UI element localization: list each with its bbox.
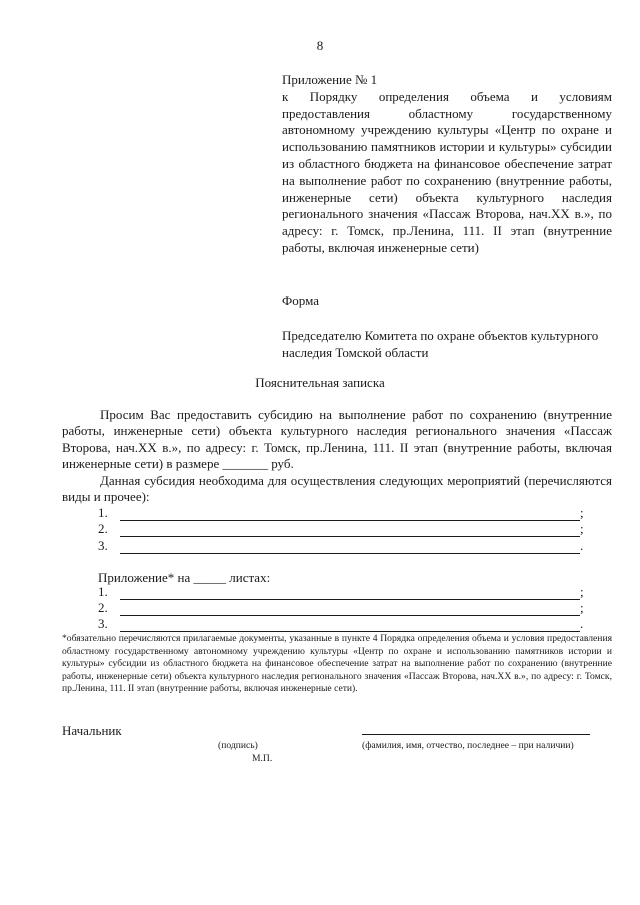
attachment-line-1[interactable]: 1. ;: [98, 584, 584, 599]
attachment-line-3[interactable]: 3. .: [98, 616, 584, 631]
fill-line: [120, 604, 580, 616]
form-label: Форма: [282, 293, 319, 308]
purpose-paragraph: [62, 473, 612, 506]
chief-label: Начальник: [62, 723, 122, 738]
measure-line-3[interactable]: 3. .: [98, 538, 584, 553]
purpose-text: Данная субсидия необходима для осуществления следующих мероприятий (перечисляются виды и прочее):: [62, 473, 612, 505]
fill-line: [120, 620, 580, 632]
attachment-number: 1.: [98, 584, 108, 599]
signature-caption: (подпись): [218, 740, 258, 751]
request-paragraph: [62, 407, 612, 473]
fio-line[interactable]: [362, 734, 590, 735]
annex-text: к Порядку определения объема и условиям предоставления областному государственному автономному учреждению культуры «Центр по охране и использованию памятников истории и культуры» субсидии из областного бюджета на финансовое обеспечение затрат на выполнение работ по сохранению (внутренние работы, инженерные сети) объекта культурного наследия регионального значения «Пассаж Второва, нач.XX в.», по адресу: г. Томск, пр.Ленина, 111. II этап (внутренние работы, включая инженерные сети): [282, 88, 612, 255]
stamp-place: М.П.: [252, 753, 273, 764]
fill-line: [120, 588, 580, 600]
measure-number: 1.: [98, 505, 108, 520]
fio-caption: (фамилия, имя, отчество, последнее – при наличии): [362, 740, 574, 751]
measure-number: 3.: [98, 538, 108, 553]
attachment-line-2[interactable]: 2. ;: [98, 600, 584, 615]
attachments-label: Приложение* на _____ листах:: [98, 570, 271, 585]
annex-header: [282, 72, 612, 257]
attachment-number: 3.: [98, 616, 108, 631]
measure-line-2[interactable]: 2. ;: [98, 521, 584, 536]
fill-line: [120, 525, 580, 537]
annex-title: Приложение № 1: [282, 72, 378, 87]
page-number: 8: [316, 38, 324, 53]
document-title: Пояснительная записка: [255, 375, 385, 390]
fill-line: [120, 509, 580, 521]
fill-line: [120, 542, 580, 554]
measure-line-1[interactable]: 1. ;: [98, 505, 584, 520]
measure-number: 2.: [98, 521, 108, 536]
addressee: Председателю Комитета по охране объектов культурного наследия Томской области: [282, 328, 599, 360]
attachment-number: 2.: [98, 600, 108, 615]
footnote: *обязательно перечисляются прилагаемые документы, указанные в пункте 4 Порядка определения объема и условия предоставления областному государственному автономному учреждению культуры «Центр по охране и использованию памятников истории и культуры» субсидии из областного бюджета на финансовое обеспечение затрат на выполнение работ по сохранению (внутренние работы, инженерные сети) объекта культурного наследия регионального значения «Пассаж Второва, нач.XX в.», по адресу: г. Томск, пр.Ленина, 111. II этап (внутренние работы, включая инженерные сети).: [62, 633, 612, 695]
request-text: Просим Вас предоставить субсидию на выполнение работ по сохранению (внутренние работы, инженерные сети) объекта культурного наследия регионального значения «Пассаж Второва, нач.XX в.», по адресу: г. Томск, пр.Ленина, 111. II этап (внутренние работы, включая инженерные сети) в размере _______ руб.: [62, 407, 612, 472]
